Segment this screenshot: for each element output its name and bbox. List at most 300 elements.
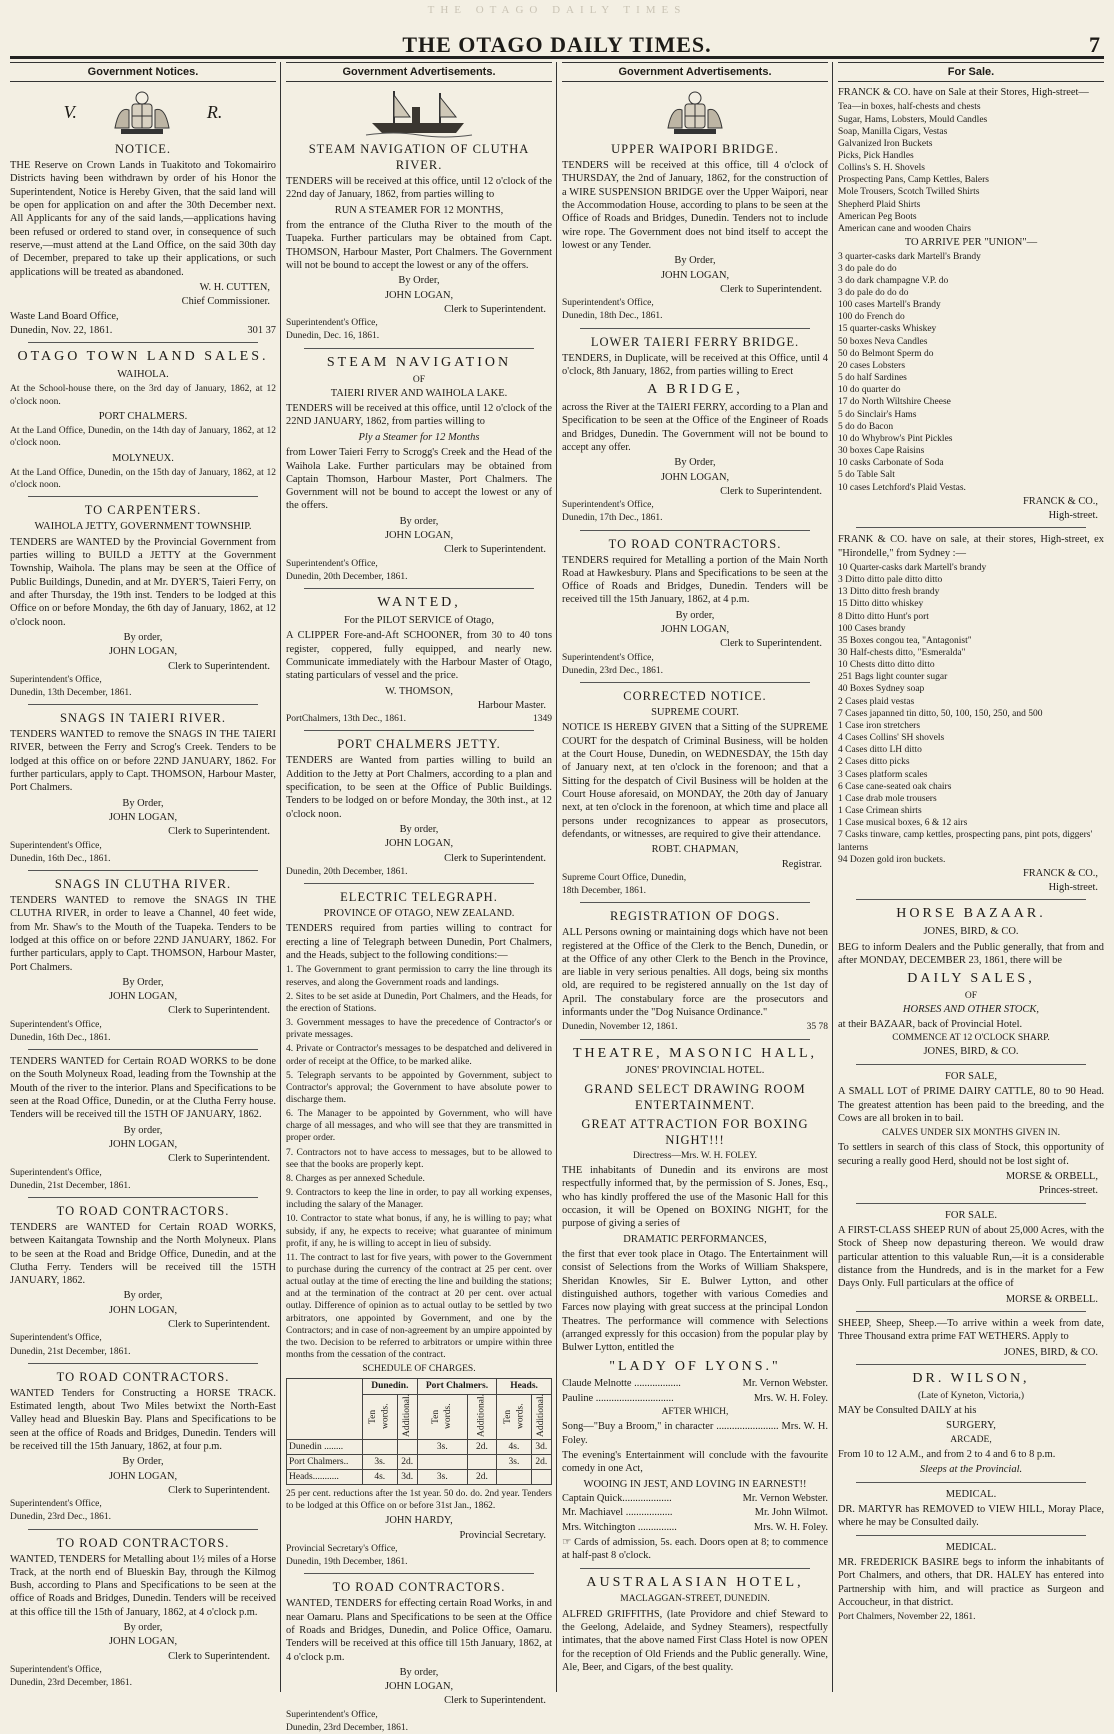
bazaar-body: BEG to inform Dealers and the Public generally, that from and after MONDAY, DECEMBER 23, 1861, there will be: [838, 941, 1104, 967]
table-row: [287, 1454, 552, 1469]
by-order: By Order,: [674, 255, 716, 267]
list-item: 1 Case drab mole trousers: [838, 793, 937, 804]
wilson-hours: From 10 to 12 A.M., and from 2 to 4 and 6 to 8 p.m.: [838, 1448, 1056, 1460]
column-heading: Government Notices.: [10, 62, 276, 82]
list-item: 3 do dark champagne V.P. do: [838, 275, 949, 286]
ferry-bridge-headline: A BRIDGE,: [647, 382, 743, 398]
separator: [28, 1363, 258, 1364]
separator: [580, 1568, 810, 1569]
clutha-steamer-title: STEAM NAVIGATION OF CLUTHA RIVER.: [308, 142, 530, 173]
table-cell: [397, 1439, 417, 1454]
schedule-title: SCHEDULE OF CHARGES.: [362, 1364, 476, 1375]
theatre-performances: DRAMATIC PERFORMANCES,: [623, 1233, 767, 1245]
snags-taieri-title: SNAGS IN TAIERI RIVER.: [60, 711, 226, 726]
table-subheader: Additional.: [397, 1394, 417, 1439]
separator: [304, 883, 534, 884]
signatory-role: Clerk to Superintendent.: [168, 1005, 270, 1017]
table-cell: 3d.: [397, 1469, 417, 1484]
list-item: 251 Bags light counter sugar: [838, 672, 948, 683]
snags-clutha-body: TENDERS WANTED to remove the SNAGS IN THE CLUTHA RIVER, in order to leave a Channel, 40 feet wide, from Mr. Shaw's to the Mouth of the Tuapeka. Tenders to be lodged at this office on or before 22ND JANUARY, 1862. For further particulars, apply to Capt. THOMSON, Harbour Master, Port Chalmers.: [10, 894, 276, 973]
notice-ref: 301 37: [247, 324, 276, 336]
list-item: Sugar, Hams, Lobsters, Mould Candles: [838, 114, 988, 125]
waipori-body: TENDERS will be received at this office, till 4 o'clock of THURSDAY, the 2nd of January, 1862, for the construction of a WIRE SUSPENSION BRIDGE over the Upper Waipori, near the Accommodation House, according to plans to be seen at the Office of Roads and Bridges, Dunedin. Tenders not to include wire rope. The Government does not bind itself to accept the lowest or any Tender.: [562, 160, 828, 251]
wanted-body: A CLIPPER Fore-and-Aft SCHOONER, from 30 to 40 tons register, coppered, fully equipped, and nearly new. Communicate immediately with the Harbour Master of Otago, stating particulars of vessel and the price.: [286, 630, 552, 682]
wanted-sub: For the PILOT SERVICE of Otago,: [343, 614, 495, 626]
signatory-role: Clerk to Superintendent.: [720, 638, 822, 650]
list-item: 4 Cases Collins' SH shovels: [838, 733, 945, 744]
table-group-header: Port Chalmers.: [417, 1379, 496, 1394]
table-cell: 2d.: [467, 1469, 496, 1484]
corrected-notice-body: NOTICE IS HEREBY GIVEN that a Sitting of the SUPREME COURT for the despatch of Criminal Business, will be holden at the Court House, Dunedin, on WEDNESDAY, the 15th day of January next, at ten o'clock in the forenoon; and that a Sitting for the despatch of Civil Business will be holden at the Court House aforesaid, on MONDAY, the 20th day of January next, at ten o'clock in the forenoon, at which time and place all persons under recognizances to appear as prosecutors, defendants, or witnesses, are required to give their attendance.: [562, 722, 828, 840]
signatory: JOHN LOGAN,: [108, 991, 178, 1003]
separator: [856, 899, 1086, 900]
carpenters-sub: WAIHOLA JETTY, GOVERNMENT TOWNSHIP.: [34, 521, 252, 533]
bazaar-firm: JONES, BIRD, & CO.: [923, 926, 1019, 938]
crest-letter-r: R.: [206, 101, 223, 122]
telegraph-title: ELECTRIC TELEGRAPH.: [340, 890, 498, 905]
table-cell: 3s.: [417, 1469, 467, 1484]
list-item: 3 Ditto ditto pale ditto ditto: [838, 575, 943, 586]
table-cell: 3s.: [417, 1439, 467, 1454]
table-header-row: [287, 1379, 552, 1394]
date: Dunedin, 16th Dec., 1861.: [10, 1032, 111, 1043]
taieri-steam-sub: TAIERI RIVER AND WAIHOLA LAKE.: [330, 387, 508, 399]
wanted-ref: 1349: [533, 714, 552, 725]
signatory-role: Harbour Master.: [477, 699, 546, 711]
hotel-sub: MACLAGGAN-STREET, DUNEDIN.: [620, 1594, 770, 1605]
separator: [28, 870, 258, 871]
separator: [856, 1482, 1086, 1483]
franck-intro: FRANCK & CO. have on Sale at their Stores, High-street—: [838, 87, 1089, 99]
office: Provincial Secretary's Office,: [286, 1543, 398, 1554]
clutha-steamer-body: TENDERS will be received at this office, until 12 o'clock of the 22nd day of January, 1862, from parties willing to: [286, 176, 552, 201]
masthead: [10, 30, 1104, 59]
list-item: 40 Boxes Sydney soap: [838, 684, 925, 695]
list-item: 20 cases Lobsters: [838, 360, 906, 371]
telegraph-condition: 11. The contract to last for five years, with power to the Government to purchase during the currency of the contract at 25 per cent. over actual outlay at the time of erecting the line and building the stations; and at the termination of the contract at 20 per cent. over actual outlay. Difference of opinion as to actual outlay to be settled by two arbitrators, one appointed by Government, and one by the Contractors; and in case of non-agreement by an umpire appointed by the two. Decision to be referred to arbitrators or umpire within three months from the cessation of the contract.: [286, 1252, 552, 1361]
signatory-role: Clerk to Superintendent.: [168, 826, 270, 838]
sheep-body: SHEEP, Sheep, Sheep.—To arrive within a week from date, Three Thousand extra prime FAT WETHERS. Apply to: [838, 1317, 1104, 1343]
taieri-steam-of: OF: [412, 374, 426, 385]
land-sale-place: WAIHOLA.: [117, 369, 169, 381]
table-subheader: Ten words.: [497, 1394, 532, 1439]
taieri-steam-title: STEAM NAVIGATION: [326, 354, 512, 370]
list-item: 1 Case iron stretchers: [838, 720, 921, 731]
table-row: [287, 1469, 552, 1484]
franck-arrive-list: [838, 251, 1104, 494]
by-order: By Order,: [122, 797, 164, 809]
cast-line: Pauline .............................. Mrs. W. H. Foley.: [562, 1392, 828, 1404]
cast-line: Claude Melnotte .................. Mr. Vernon Webster.: [562, 1378, 828, 1390]
list-item: Collins's S. H. Shovels: [838, 163, 925, 174]
column-government-advertisements: [286, 62, 552, 1733]
signatory: MORSE & ORBELL.: [1005, 1293, 1098, 1305]
column-rule: [832, 62, 833, 1692]
notice-signature: W. H. CUTTEN,: [199, 281, 270, 293]
list-item: 7 Casks tinware, camp kettles, prospecting pans, pint pots, diggers' lanterns: [838, 830, 1093, 853]
column-rule: [280, 62, 281, 1692]
dairy-body-2: To settlers in search of this class of Stock, this opportunity of securing a really good Herd, should not be lost sight of.: [838, 1142, 1104, 1167]
column-heading: For Sale.: [838, 62, 1104, 82]
signatory-place: Princes-street.: [1038, 1185, 1098, 1197]
by-order: By order,: [399, 823, 439, 835]
office: Superintendent's Office,: [10, 1333, 102, 1344]
signatory-role: Clerk to Superintendent.: [168, 1153, 270, 1165]
list-item: 5 do do Bacon: [838, 421, 894, 432]
signatory: JOHN LOGAN,: [108, 1304, 178, 1316]
date: Dunedin, 23rd December, 1861.: [10, 1678, 133, 1689]
telegraph-sub: PROVINCE OF OTAGO, NEW ZEALAND.: [323, 908, 515, 920]
office: Superintendent's Office,: [10, 1665, 102, 1676]
telegraph-condition: 7. Contractors not to have access to messages, but to be allowed to see that the books are properly kept.: [286, 1147, 552, 1170]
hotel-body: ALFRED GRIFFITHS, (late Providore and chief Steward to the Geelong, Adelaide, and Sydney Steamers), respectfully intimates, that the above named First Class Hotel is now OPEN for the reception of Old Friends and the Public generally. Wine, Ale, Beer, and Cigars, of the best quality.: [562, 1608, 828, 1673]
road-contractors-body: TENDERS are WANTED for Certain ROAD WORKS, between Kaitangata Township and the North Molyneux. Plans to be seen at the Road and Bridge Office, Dunedin, and at the Clutha Ferry. Tenders will be received till the 15TH JANUARY, 1862.: [10, 1221, 276, 1287]
signatory: JOHN LOGAN,: [660, 471, 730, 483]
table-cell: [417, 1454, 467, 1469]
office: Superintendent's Office,: [10, 1019, 102, 1030]
list-item: 5 do Table Salt: [838, 470, 895, 481]
wilson-sub: (Late of Kyneton, Victoria,): [917, 1390, 1025, 1401]
date: Dunedin, 21st December, 1861.: [10, 1346, 131, 1357]
dogs-ref: 35 78: [806, 1022, 828, 1033]
list-item: 5 do half Sardines: [838, 373, 907, 384]
list-item: 30 boxes Cape Raisins: [838, 446, 925, 457]
separator: [856, 527, 1086, 528]
theatre-headline: GRAND SELECT DRAWING ROOM ENTERTAINMENT.: [584, 1081, 806, 1112]
table-cell: 2d.: [531, 1454, 551, 1469]
signatory: JOHN HARDY,: [385, 1515, 453, 1527]
column-for-sale: [838, 62, 1104, 1692]
road-contractors-body: WANTED Tenders for Constructing a HORSE TRACK. Estimated length, about Two Miles betwixt the North-East Valley head and Blueskin Bay. Plans and Specifications to be seen at the office of Roads and Bridges, Dunedin. Tenders will be received till the 15th January, 1862, at four p.m.: [10, 1387, 276, 1452]
royal-arms-icon: [660, 88, 730, 136]
date: Dunedin, 20th December, 1861.: [286, 571, 408, 582]
column-heading: Government Advertisements.: [286, 62, 552, 82]
column-government-notices: [10, 62, 276, 1692]
corrected-notice-sub: SUPREME COURT.: [651, 707, 739, 719]
list-item: 6 Case cane-seated oak chairs: [838, 781, 952, 792]
by-order: By order,: [123, 1290, 163, 1302]
theatre-comedy: WOOING IN JEST, AND LOVING IN EARNEST!!: [583, 1478, 807, 1490]
list-item: 7 Cases japanned tin ditto, 50, 100, 150, 250, and 500: [838, 708, 1043, 719]
signatory-place: High-street.: [1048, 882, 1098, 894]
theatre-attraction: GREAT ATTRACTION FOR BOXING NIGHT!!!: [581, 1116, 809, 1147]
list-item: 8 Ditto ditto Hunt's port: [838, 611, 929, 622]
by-order: By Order,: [674, 457, 716, 469]
table-cell: 4s.: [362, 1469, 397, 1484]
land-sale-text: At the Land Office, Dunedin, on the 14th day of January, 1862, at 12 o'clock noon.: [10, 426, 276, 449]
wilson-title: DR. WILSON,: [912, 1370, 1030, 1386]
table-cell: 2d.: [397, 1454, 417, 1469]
separator: [28, 1197, 258, 1198]
list-item: 13 Ditto ditto fresh brandy: [838, 587, 940, 598]
signatory-role: Clerk to Superintendent.: [168, 660, 270, 672]
land-sale-place: MOLYNEUX.: [112, 452, 174, 464]
list-item: 4 Cases ditto LH ditto: [838, 745, 922, 756]
sheep-run-body: A FIRST-CLASS SHEEP RUN of about 25,000 Acres, with the Stock of Sheep now depasturing thereon. We would draw particular attention to this valuable Run,—it is a considerable distance from the Hundreds, and is in the market for a Few Days Only. Full particulars at the office of: [838, 1225, 1104, 1290]
dogs-date: Dunedin, November 12, 1861. 35 78: [562, 1022, 828, 1033]
signatory-role: Registrar.: [781, 858, 822, 870]
theatre-body-3: The evening's Entertainment will conclude with the favourite comedy in one Act,: [562, 1449, 828, 1475]
notice-date: Dunedin, Nov. 22, 1861. 301 37: [10, 324, 276, 336]
sheep-run-title: FOR SALE.: [945, 1209, 997, 1221]
road-contractors-title: TO ROAD CONTRACTORS.: [332, 1580, 506, 1595]
land-sales-title: OTAGO TOWN LAND SALES.: [17, 349, 269, 365]
notice-body: THE Reserve on Crown Lands in Tuakitoto and Tokomairiro Districts having been withdrawn by order of his Honor the Superintendent, Notice is Hereby Given, that the said land will be open for application on and after the 30th December next. All Applicants for any of the said lands,—applications having been refused or ordered to stand over, in consequence of such reserve,—must attend at the Land Office, on the said 30th day of December, prepared to take up their applications, or such applications will be treated as abandoned.: [10, 160, 276, 278]
office: Superintendent's Office,: [10, 1167, 102, 1178]
separator: [28, 704, 258, 705]
signatory: JOHN LOGAN,: [384, 530, 454, 542]
signatory-role: Clerk to Superintendent.: [444, 1695, 546, 1707]
telegraph-body: TENDERS required from parties willing to contract for erecting a line of Telegraph between Dunedin, Port Chalmers, and the Heads, subject to the following conditions:—: [286, 923, 552, 962]
office: Superintendent's Office,: [286, 558, 378, 569]
list-item: Shepherd Plaid Shirts: [838, 199, 921, 210]
telegraph-condition: 6. The Manager to be appointed by Government, who will have charge of all messages, and who will see that they are transmitted in proper order.: [286, 1109, 552, 1144]
martyr-body: DR. MARTYR has REMOVED to VIEW HILL, Moray Place, where he may be Consulted daily.: [838, 1504, 1104, 1529]
dogs-body: ALL Persons owning or maintaining dogs which have not been registered at the Office of the Clerk to the Bench, Dunedin, or at the Office of any other Clerk to the Bench in the Province, are liable in very serious penalties. All dogs, being six months old, are required to be registered annually on the 1st day of April. The constabulary force are the prosecutors and informants under the "Dog Nuisance Ordinance.": [562, 927, 828, 1019]
list-item: 1 Case Crimean shirts: [838, 806, 922, 817]
list-item: 3 quarter-casks dark Martell's Brandy: [838, 251, 981, 262]
list-item: 100 cases Martell's Brandy: [838, 300, 941, 311]
corrected-notice-title: CORRECTED NOTICE.: [623, 689, 767, 704]
signatory: JONES, BIRD, & CO.: [923, 1046, 1019, 1058]
signatory: JONES, BIRD, & CO.: [1003, 1346, 1098, 1358]
separator: [28, 342, 258, 343]
list-item: Galvanized Iron Buckets: [838, 138, 933, 149]
table-cell: 4s.: [497, 1439, 532, 1454]
separator: [304, 588, 534, 589]
theatre-sub: JONES' PROVINCIAL HOTEL.: [625, 1065, 765, 1077]
road-contractors-title: TO ROAD CONTRACTORS.: [56, 1203, 230, 1218]
wanted-title: WANTED,: [377, 595, 461, 611]
by-order: By order,: [123, 631, 163, 643]
list-item: Picks, Pick Handles: [838, 151, 914, 162]
date: Dunedin, 23rd Dec., 1861.: [562, 665, 664, 676]
table-cell: 3s.: [362, 1454, 397, 1469]
separator: [28, 1049, 258, 1050]
date: Dunedin, 20th December, 1861.: [286, 866, 408, 877]
steamship-illustration: [286, 86, 552, 138]
list-item: 2 Cases ditto picks: [838, 757, 910, 768]
signatory: JOHN LOGAN,: [384, 838, 454, 850]
carpenters-title: TO CARPENTERS.: [84, 503, 202, 518]
signatory: JOHN LOGAN,: [108, 812, 178, 824]
list-item: 10 do Whybrow's Pint Pickles: [838, 433, 953, 444]
signatory: JOHN LOGAN,: [384, 1681, 454, 1693]
page-number: 7: [1089, 32, 1100, 57]
land-sale-text: At the Land Office, Dunedin, on the 15th day of January, 1862, at 12 o'clock noon.: [10, 467, 276, 491]
by-order: By order,: [123, 1622, 163, 1634]
theatre-after: AFTER WHICH,: [661, 1407, 729, 1418]
separator: [856, 1311, 1086, 1312]
signatory: JOHN LOGAN,: [108, 1470, 178, 1482]
telegraph-condition: 8. Charges as per annexed Schedule.: [286, 1173, 425, 1184]
list-item: Soap, Manilla Cigars, Vestas: [838, 126, 948, 137]
telegraph-condition: 1. The Government to grant permission to carry the line through its reserves, and along the Government roads and landings.: [286, 965, 552, 988]
list-item: 10 cases Letchford's Plaid Vestas.: [838, 482, 966, 493]
ferry-bridge-body-2: across the River at the TAIERI FERRY, according to a Plan and Specification to be seen at the Office of the Engineer of Roads and Bridges, Dunedin. The Government will not be bound to accept any offer.: [562, 402, 828, 453]
telegraph-condition: 2. Sites to be set aside at Dunedin, Port Chalmers, and the Heads, for the erection of Stations.: [286, 991, 552, 1014]
road-contractors-body: WANTED, TENDERS for Metalling about 1½ miles of a Horse Track, at the north end of Blueskin Bay, through the Kilmog Bush, according to Plans and Specifications to be seen at the office of Roads and Bridges, Dunedin. Tenders will be received at this office till the 15th of January, 1862, at 4 o'clock p.m.: [10, 1553, 276, 1618]
list-item: 3 do pale do do do: [838, 288, 909, 299]
list-item: American cane and wooden Chairs: [838, 223, 971, 234]
franck2-intro: FRANK & CO. have on sale, at their stores, High-street, ex "Hirondelle," from Sydney :—: [838, 534, 1104, 559]
taieri-steam-body-2: from Lower Taieri Ferry to Scrogg's Creek and the Head of the Waihola Lake. Further particulars may be obtained from Captain Thomson, Harbour Master, Port Chalmers. The Government will not be bound to accept the lowest or any of the offers.: [286, 447, 552, 512]
theatre-footer: ☞ Cards of admission, 5s. each. Doors open at 8; to commence at half-past 8 o'clock.: [562, 1536, 828, 1562]
franck2-stock-list: [838, 562, 1104, 866]
signatory: JOHN LOGAN,: [660, 269, 730, 281]
snags-clutha-title: SNAGS IN CLUTHA RIVER.: [54, 876, 232, 891]
telegraph-condition: 3. Government messages to have the precedence of Contractor's or private messages.: [286, 1018, 552, 1041]
list-item: 3 Cases platform scales: [838, 769, 928, 780]
land-sale-text: At the School-house there, on the 3rd day of January, 1862, at 12 o'clock noon.: [10, 384, 276, 407]
list-item: 10 do quarter do: [838, 385, 901, 396]
signatory-role: Clerk to Superintendent.: [720, 485, 822, 497]
table-cell: 2d.: [467, 1439, 496, 1454]
royal-crest: [10, 86, 276, 138]
signatory: W. THOMSON,: [385, 685, 453, 697]
date: Dunedin, 18th Dec., 1861.: [562, 311, 663, 322]
list-item: 10 Quarter-casks dark Martell's brandy: [838, 562, 987, 573]
road-contractors-title: TO ROAD CONTRACTORS.: [56, 1369, 230, 1384]
table-cell: [467, 1454, 496, 1469]
theatre-directress: Directress—Mrs. W. H. FOLEY.: [632, 1150, 758, 1161]
signatory: JOHN LOGAN,: [384, 289, 454, 301]
table-row: [287, 1439, 552, 1454]
theatre-body-2: the first that ever took place in Otago. The Entertainment will consist of Selections from the Works of William Shakspere, Sheridan Knowles, Sir E. Bulwer Lytton, and other distinguished authors, together with various Comedies and Farces now playing with great success at the principal London Theatres. The performance will commence with Selections (arranged expressly for this occasion) from the popular play by Bulwer Lytton, entitled the: [562, 1249, 828, 1354]
table-group-header: Heads.: [497, 1379, 552, 1394]
office: Superintendent's Office,: [286, 1709, 378, 1720]
signatory: JOHN LOGAN,: [660, 624, 730, 636]
bazaar-where: at their BAZAAR, back of Provincial Hotel.: [838, 1018, 1023, 1030]
list-item: 50 boxes Neva Candles: [838, 336, 928, 347]
date: Dunedin, 23rd December, 1861.: [286, 1722, 409, 1733]
list-item: 15 quarter-casks Whiskey: [838, 324, 937, 335]
list-item: 17 do North Wiltshire Cheese: [838, 397, 951, 408]
signatory-role: Clerk to Superintendent.: [168, 1319, 270, 1331]
clutha-steamer-headline: RUN A STEAMER FOR 12 MONTHS,: [334, 204, 504, 216]
office: Supreme Court Office, Dunedin,: [562, 872, 687, 883]
notice-office: Waste Land Board Office,: [10, 310, 119, 322]
separator: [580, 902, 810, 903]
basire-body: MR. FREDERICK BASIRE begs to inform the inhabitants of Port Chalmers, and others, that DR. HALEY has entered into Partnership with him, and will practice as Surgeon and Accoucheur, in that district.: [838, 1557, 1104, 1609]
table-row-label: Port Chalmers..: [287, 1454, 363, 1469]
cast-line: Mrs. Witchington ............... Mrs. W. H. Foley.: [562, 1521, 828, 1533]
table-cell: [362, 1439, 397, 1454]
port-jetty-body: TENDERS are Wanted from parties willing to build an Addition to the Jetty at Port Chalmers, according to a plan and specification, to be seen at the Office of Public Buildings. Tenders to be lodged on or before Monday, the 30th inst., at 12 o'clock noon.: [286, 755, 552, 820]
martyr-title: MEDICAL.: [945, 1488, 997, 1500]
clutha-steamer-body-2: from the entrance of the Clutha River to the mouth of the Tuapeka. Further particulars may be obtained from Capt. THOMSON, Harbour Master, Port Chalmers. The Government will not be bound to accept the lowest or any of the offers.: [286, 220, 552, 272]
telegraph-note: 25 per cent. reductions after the 1st year. 50 do. do. 2nd year. Tenders to be lodged at this Office on or before 31st Jan., 1862.: [286, 1489, 552, 1512]
office: Superintendent's Office,: [10, 1499, 102, 1510]
office: Superintendent's Office,: [286, 318, 378, 329]
ferry-bridge-body: TENDERS, in Duplicate, will be received at this Office, until 4 o'clock, 8th January, 1862, from parties willing to Erect: [562, 352, 828, 377]
table-cell: [497, 1469, 532, 1484]
theatre-body: THE inhabitants of Dunedin and its environs are most respectfully informed that, by the permission of S. Jones, Esq., who has kindly proffered the use of the Masonic Hall for this occasion, it will be Opened on BOXING NIGHT, for the purpose of giving a series of: [562, 1165, 828, 1230]
basire-title: MEDICAL.: [945, 1541, 997, 1553]
list-item: 5 do Sinclair's Hams: [838, 409, 917, 420]
list-item: 94 Dozen gold iron buckets.: [838, 854, 946, 865]
list-item: 10 casks Carbonate of Soda: [838, 458, 944, 469]
taieri-steam-headline: Ply a Steamer for 12 Months: [358, 431, 480, 443]
office: Superintendent's Office,: [562, 500, 654, 511]
list-item: 50 do Belmont Sperm do: [838, 348, 934, 359]
signatory-role: Clerk to Superintendent.: [720, 283, 822, 295]
signatory: ROBT. CHAPMAN,: [651, 844, 739, 856]
ferry-bridge-title: LOWER TAIERI FERRY BRIDGE.: [590, 334, 800, 349]
separator: [28, 496, 258, 497]
royal-crest: [562, 86, 828, 138]
signatory: JOHN LOGAN,: [108, 646, 178, 658]
date: Dunedin, Dec. 16, 1861.: [286, 331, 380, 342]
notice-title: NOTICE.: [115, 142, 171, 157]
table-cell: [531, 1469, 551, 1484]
list-item: 35 Boxes congou tea, "Antagonist": [838, 635, 972, 646]
list-item: Prospecting Pans, Camp Kettles, Balers: [838, 175, 989, 186]
road-contractors-body: WANTED, TENDERS for effecting certain Road Works, in and near Oamaru. Plans and Specifications to be seen at the Office of Roads and Bridges, Dunedin, and Police Office, Oamaru. Tenders will be received at this office till 15th January, 1862, at 4 o'clock p.m.: [286, 1598, 552, 1663]
road-molyneux-body: TENDERS WANTED for Certain ROAD WORKS to be done on the South Molyneux Road, leading from the Township at the Mouth of the river to the interior. Plans and Specifications to be seen at the Road Office, Dunedin, or at the Clutha Ferry house. Tenders will be received till the 15TH OF JANUARY, 1862.: [10, 1056, 276, 1121]
list-item: Mole Trousers, Scotch Twilled Shirts: [838, 187, 980, 198]
signatory-place: High-street.: [1048, 509, 1098, 521]
hotel-title: AUSTRALASIAN HOTEL,: [586, 1574, 804, 1590]
column-government-advertisements-2: [562, 62, 828, 1692]
by-order: By Order,: [122, 1456, 164, 1468]
list-item: American Peg Boots: [838, 211, 917, 222]
royal-arms-icon: [107, 88, 177, 136]
list-item: 30 Half-chests ditto, "Esmeralda": [838, 648, 966, 659]
separator: [856, 1203, 1086, 1204]
road-contractors-body: TENDERS required for Metalling a portion of the Main North Road at Hawkesbury. Plans and Specifications to be seen at the Office of Roads and Bridges, Dunedin. Tenders will be received till the 15th January, 1862, at 4 p.m.: [562, 554, 828, 606]
theatre-title: THEATRE, MASONIC HALL,: [572, 1045, 818, 1061]
wilson-arcade: ARCADE,: [950, 1434, 992, 1445]
signatory-role: Clerk to Superintendent.: [444, 852, 546, 864]
telegraph-condition: 4. Private or Contractor's messages to be despatched and delivered in order of receipt at the Office, to be marked alike.: [286, 1044, 552, 1067]
telegraph-condition: 10. Contractor to state what bonus, if any, he is willing to pay; what subsidy, if any, he expects to receive; what guarantee of minimum profit, if any, he is willing to accept in lieu of subsidy.: [286, 1214, 552, 1249]
list-item: 3 do pale do do: [838, 263, 897, 274]
table-corner: [287, 1379, 363, 1439]
signatory-role: Clerk to Superintendent.: [168, 1484, 270, 1496]
table-subheader: Additional.: [467, 1394, 496, 1439]
steamship-icon: [364, 87, 474, 137]
signatory-role: Clerk to Superintendent.: [168, 1650, 270, 1662]
wanted-date: PortChalmers, 13th Dec., 1861. 1349: [286, 714, 552, 725]
date: Dunedin, 21st December, 1861.: [10, 1180, 131, 1191]
table-subheader: Additional.: [531, 1394, 551, 1439]
crest-letter-v: V.: [63, 101, 77, 122]
bazaar-time: COMMENCE AT 12 O'CLOCK SHARP.: [892, 1033, 1050, 1044]
wilson-surgery: SURGERY,: [946, 1420, 996, 1432]
telegraph-condition: 9. Contractors to keep the line in order, to pay all working expenses, including the salary of the Manager.: [286, 1188, 552, 1211]
charges-table: [286, 1378, 552, 1485]
separator: [580, 682, 810, 683]
office: Superintendent's Office,: [10, 840, 102, 851]
wilson-body: MAY be Consulted DAILY at his: [838, 1404, 977, 1416]
cast-line: Captain Quick................... Mr. Vernon Webster.: [562, 1492, 828, 1504]
date: Dunedin, 13th December, 1861.: [10, 688, 132, 699]
wilson-note: Sleeps at the Provincial.: [919, 1464, 1023, 1476]
theatre-song: Song—"Buy a Broom," in character ........................ Mrs. W. H. Foley.: [562, 1421, 828, 1446]
list-item: 15 Ditto ditto whiskey: [838, 599, 924, 610]
signatory: FRANCK & CO.,: [1022, 867, 1098, 879]
table-row-label: Dunedin ........: [287, 1439, 363, 1454]
separator: [580, 530, 810, 531]
list-item: 1 Case musical boxes, 6 & 12 airs: [838, 818, 968, 829]
date: Dunedin, 23rd Dec., 1861.: [10, 1512, 112, 1523]
notice-signature-role: Chief Commissioner.: [181, 296, 270, 308]
date: 18th December, 1861.: [562, 886, 647, 897]
separator: [856, 1364, 1086, 1365]
by-order: By order,: [399, 515, 439, 527]
signatory: JOHN LOGAN,: [108, 1636, 178, 1648]
